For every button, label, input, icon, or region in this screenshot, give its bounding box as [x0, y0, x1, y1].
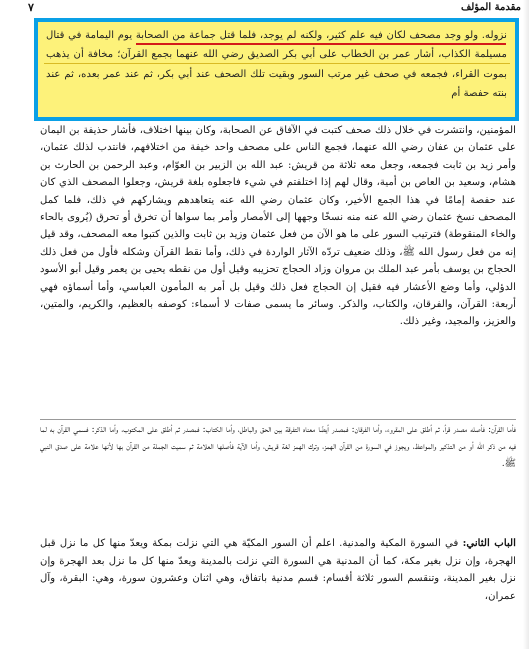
chapter-text: في السورة المكية والمدنية. اعلم أن السور المكيّة هي التي نزلت بمكة ويعدّ منها كل ما نزل قبل الهجرة، وإن نزل بغير مكة، كما أن المدنية هي السورة التي نزلت بالمدينة ويعدّ منها كل ما نزل بعد الهجرة وإن نزل بغير المدينة، وتنقسم السور ثلاثة أقسام: قسم مدنية باتفاق، وهي اثنان وعشرون سورة، وهي: البقرة، وآل عمران،	[40, 538, 516, 602]
chapter-section	[40, 535, 516, 647]
main-paragraph: المؤمنين، وانتشرت في خلال ذلك صحف كتبت في الآفاق عن الصحابة، وكان بينها اختلاف، فأشار حذيفة بن اليمان على عثمان بن عفان رضي الله عنهما، فجمع الناس على مصحف واحد خيفة من اختلافهم، فانتدب لذلك عثمان، وأمر زيد بن ثابت فجمعه، وجعل معه ثلاثة من قريش: عبد الله بن الزبير بن العوّام، وعبد الرحمن بن الحارث بن هشام، وسعيد بن العاص بن أمية، وقال لهم إذا اختلفتم في شيء فاجعلوه بلغة قريش، وجعلوا المصحف الذي كان عند حفصة إمامًا في هذا الجمع الأخير، وكان عثمان رضي الله عنه يتعاهدهم ويشاركهم في ذلك، فلما كمل المصحف نسخ عثمان رضي الله عنه منه نسخًا وجهها إلى الأمصار وأمر بما سواها أن تخرق أو تحرق (يُروى بالحاء والخاء المنقوطة) فترتيب السور على ما هو الآن من فعل عثمان وزيد بن ثابت والذين كتبوا معه المصحف، وقد قيل إنه من فعل رسول الله ﷺ، وذلك ضعيف تردّه الآثار الواردة في ذلك، وأما نقط القرآن وشكله فأول من فعل ذلك الحجاج بن يوسف بأمر عبد الملك بن مروان وزاد الحجاج تحزيبه وقيل أول من نقطه يحيى بن يعمر وقيل أبو الأسود الدؤلي، وأما وضع الأعشار فيه فقيل إن الحجاج فعل ذلك وقيل بل أمر به المأمون العباسي، وأما أسماؤه فهي أربعة: القرآن، والفرقان، والكتاب، والذكر. وسائر ما يسمى صفات لا أسماء: كوصفه بالعظيم، والكريم، والمتين، والعزيز، والمجيد، وغير ذلك.	[40, 125, 516, 328]
chapter-heading: الباب الثاني:	[462, 537, 516, 549]
page-header	[0, 2, 529, 16]
secondary-paragraph: فأما القرآن: فأصله مصدر قرأ، ثم أطلق على المقروء، وأما الفرقان: فمصدر أيضًا معناه التفرقة بين الحق والباطل، وأما الكتاب: فمصدر ثم أطلق على المكتوب، وأما الذكر: فسمي القرآن به لما فيه من ذكر الله أو من التذكير والمواعظ، ويجوز في السورة من القرآن الهمز، وترك الهمز لغة قريش، وأما الآية فأصلها العلامة ثم سميت الجملة من القرآن بها لأنها علامة على صدق النبي ﷺ.	[40, 424, 516, 469]
divider	[40, 419, 516, 420]
page-title: مقدمة المؤلف	[460, 2, 521, 13]
highlighted-passage[interactable]	[34, 18, 519, 121]
highlighted-text: نزوله. ولو وجد مصحف لكان فيه علم كثير، ولكنه لم يوجد، فلما قتل جماعة من الصحابة يوم اليمامة في قتال مسيلمة الكذاب، أشار عمر بن الخطاب على أبي بكر الصديق رضي الله عنهما بجمع القرآن؛ مخافة أن يذهب بموت القراء، فجمعه في صحف غير مرتب السور وبقيت تلك الصحف عند أبي بكر، ثم عند عمر بعده، ثم عند بنته حفصة أم	[46, 30, 507, 99]
page-number: ٧	[28, 1, 34, 14]
page-edge-shadow	[523, 0, 529, 649]
